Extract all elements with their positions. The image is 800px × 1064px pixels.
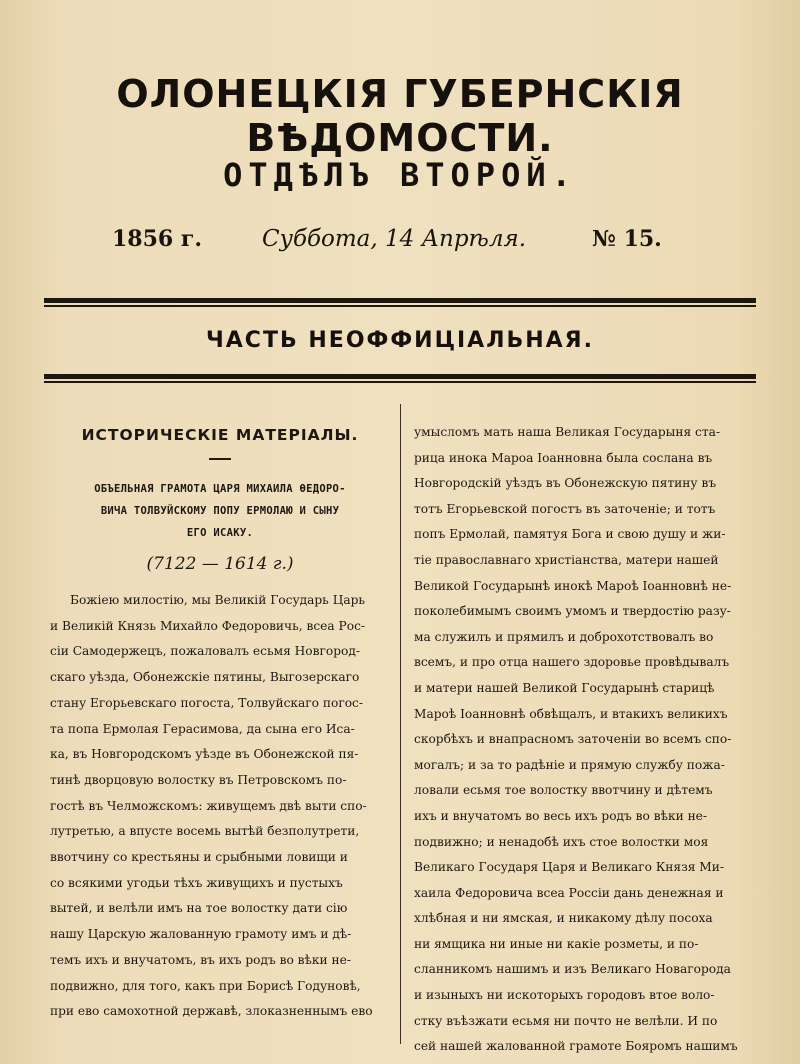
text-line: сланникомъ нашимъ и изъ Великаго Новагорода	[414, 962, 731, 977]
text-line: тотъ Егорьевской погостъ въ заточеніе; и тотъ	[414, 501, 716, 516]
text-line: ни ямщика ни иные ни какіе розметы, и по-	[414, 936, 699, 951]
text-line: всемъ, и про отца нашего здоровье провѣдывалъ	[414, 655, 730, 670]
issue-number: № 15.	[592, 226, 662, 252]
text-line: стку въѣзжати есьмя ни почто не велѣли. И по	[414, 1013, 718, 1028]
article-year: (7122 — 1614 г.)	[146, 554, 294, 574]
text-line: темъ ихъ и внучатомъ, въ ихъ родъ во вѣки не-	[50, 952, 351, 967]
text-line: та попа Ермолая Герасимова, да сына его Иса-	[50, 721, 355, 736]
text-line: и изыныхъ ни искоторыхъ городовъ втое воло-	[414, 988, 715, 1003]
heading-dash	[209, 458, 231, 460]
text-line: могалъ; и за то радѣніе и прямую службу пожа-	[414, 757, 725, 772]
text-line: ка, въ Новгородскомъ уѣзде въ Обонежской пя-	[50, 747, 359, 762]
text-line: подвижно; и ненадобѣ ихъ стое волостки моя	[414, 834, 709, 849]
text-line: и матери нашей Великой Государынѣ старицѣ	[414, 680, 715, 695]
text-line: ловали есьмя тое волостку ввотчину и дѣтемъ	[414, 783, 713, 798]
part-title: ЧАСТЬ НЕОФФИЦІАЛЬНАЯ.	[206, 328, 594, 353]
text-line: попъ Ермолай, памятуя Бога и свою душу и жи-	[414, 527, 726, 542]
text-line: Великаго Государя Царя и Великаго Князя Ми-	[414, 860, 724, 875]
text-line: скаго уѣзда, Обонежскіе пятины, Выгозерскаго	[50, 670, 360, 685]
subtitle-line: ОБЪЕЛЬНАЯ ГРАМОТА ЦАРЯ МИХАИЛА ӨЕДОРО-	[94, 483, 346, 495]
text-line: сіи Самодержецъ, пожаловалъ есьмя Новгород-	[50, 644, 360, 659]
text-line: Великой Государынѣ инокѣ Мароѣ Іоанновнѣ не-	[414, 578, 732, 593]
text-line: стану Егорьевскаго погоста, Толвуйскаго погос-	[50, 695, 364, 710]
text-line: тіе православнаго христіанства, матери нашей	[414, 552, 719, 567]
text-line: хаила Федоровича всеа Россіи дань денежная и	[414, 885, 724, 900]
subtitle-line: ВИЧА ТОЛВУЙСКОМУ ПОПУ ЕРМОЛАЮ И СЫНУ	[100, 505, 340, 517]
column-divider	[400, 404, 401, 1044]
text-line: гостѣ въ Челможскомъ: живущемъ двѣ выти спо-	[50, 798, 367, 813]
text-line: умысломъ мать наша Великая Государыня ста-	[414, 425, 721, 439]
left-body-text	[50, 588, 390, 1025]
text-line: Божіею милостію, мы Великій Государь Царь	[70, 593, 366, 607]
text-line: тинѣ дворцовую волостку въ Петровскомъ по-	[50, 772, 347, 787]
text-line: и Великій Князь Михайло Федоровичь, всеа Рос-	[50, 618, 366, 633]
text-line: лутретью, а впусте восемь вытѣй безполутрети,	[50, 824, 360, 839]
bottom-divider-rule	[44, 374, 756, 383]
text-line: при ево самохотной державѣ, злоказненнымъ ево	[50, 1004, 373, 1019]
issue-year: 1856 г.	[112, 226, 203, 252]
masthead-title: ОЛОНЕЦКІЯ ГУБЕРНСКІЯ ВѢДОМОСТИ.	[116, 72, 684, 160]
text-line: сей нашей жалованной грамоте Бояромъ нашимъ	[414, 1039, 738, 1054]
issue-date: Суббота, 14 Апрѣля.	[262, 226, 527, 252]
left-column	[50, 420, 390, 1025]
text-line: хлѣбная и ни ямская, и никакому дѣлу посоха	[414, 911, 713, 926]
text-line: ма служилъ и прямилъ и доброхотствовалъ во	[414, 629, 714, 644]
right-body-text	[414, 420, 770, 1060]
text-line: Новгородскій уѣздъ въ Обонежскую пятину въ	[414, 476, 717, 491]
text-line: Мароѣ Іоанновнѣ обвѣщалъ, и втакихъ великихъ	[414, 706, 728, 721]
subtitle-line: ЕГО ИСАКУ.	[186, 527, 254, 539]
text-line: скорбѣхъ и внапрасномъ заточеніи во всемъ спо-	[414, 732, 732, 747]
text-line: поколебимымъ своимъ умомъ и твердостію разу-	[414, 604, 731, 619]
text-line: подвижно, для того, какъ при Борисѣ Годуновѣ,	[50, 978, 361, 993]
article-heading: ИСТОРИЧЕСКІЕ МАТЕРІАЛЫ.	[81, 426, 359, 444]
section-title: ОТДѢЛЪ ВТОРОЙ.	[223, 156, 577, 194]
text-line: нашу Царскую жалованную грамоту имъ и дѣ-	[50, 927, 352, 942]
top-divider-rule	[44, 298, 756, 307]
text-line: ихъ и внучатомъ во весь ихъ родъ во вѣки не-	[414, 808, 708, 823]
text-line: со всякими угодьи тѣхъ живущихъ и пустыхъ	[50, 875, 343, 890]
article-subtitle	[50, 478, 390, 544]
text-line: вытей, и велѣли имъ на тое волостку дати сію	[50, 901, 348, 916]
text-line: рица инока Мароа Іоанновна была сослана въ	[414, 450, 713, 465]
text-line: ввотчину со крестьяны и срыбными ловищи и	[50, 850, 348, 865]
right-column	[414, 420, 770, 1060]
